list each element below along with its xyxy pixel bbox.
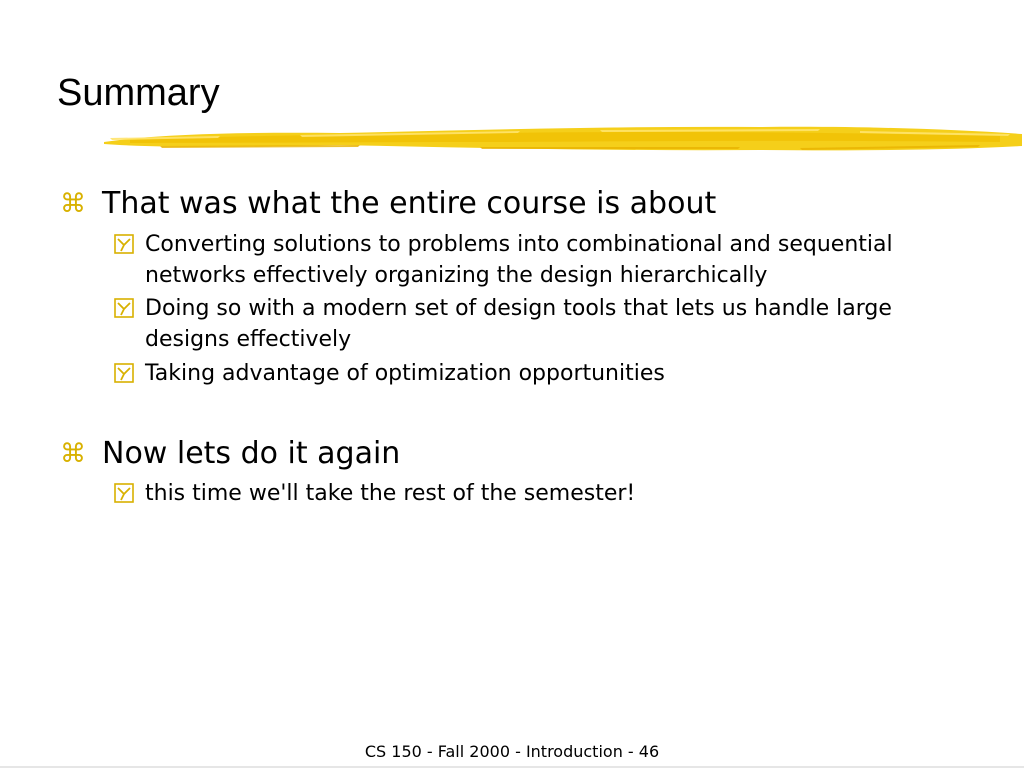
y-checkbox-icon: [114, 483, 134, 503]
subbullet-text: Converting solutions to problems into combinational and sequential networks effectively organizing the design hierarchically: [145, 232, 893, 288]
slide-title: Summary: [57, 72, 220, 114]
bullet-text: Now lets do it again: [102, 436, 401, 471]
bullet-text: That was what the entire course is about: [102, 186, 717, 221]
subbullet-item: [114, 358, 974, 389]
subbullet-item: [114, 293, 974, 355]
subbullet-item: [114, 478, 974, 509]
command-icon: ⌘: [60, 189, 86, 219]
bullet-item: [60, 436, 400, 472]
subbullet-text: Doing so with a modern set of design tools that lets us handle large designs effectively: [145, 296, 892, 352]
slide-footer: CS 150 - Fall 2000 - Introduction - 46: [364, 742, 660, 761]
subbullet-item: [114, 229, 974, 291]
command-icon: ⌘: [60, 439, 86, 469]
subbullet-text: Taking advantage of optimization opportunities: [145, 361, 665, 386]
y-checkbox-icon: [114, 363, 134, 383]
subbullet-text: this time we'll take the rest of the semester!: [145, 481, 636, 506]
bullet-item: [60, 186, 716, 222]
y-checkbox-icon: [114, 298, 134, 318]
y-checkbox-icon: [114, 234, 134, 254]
